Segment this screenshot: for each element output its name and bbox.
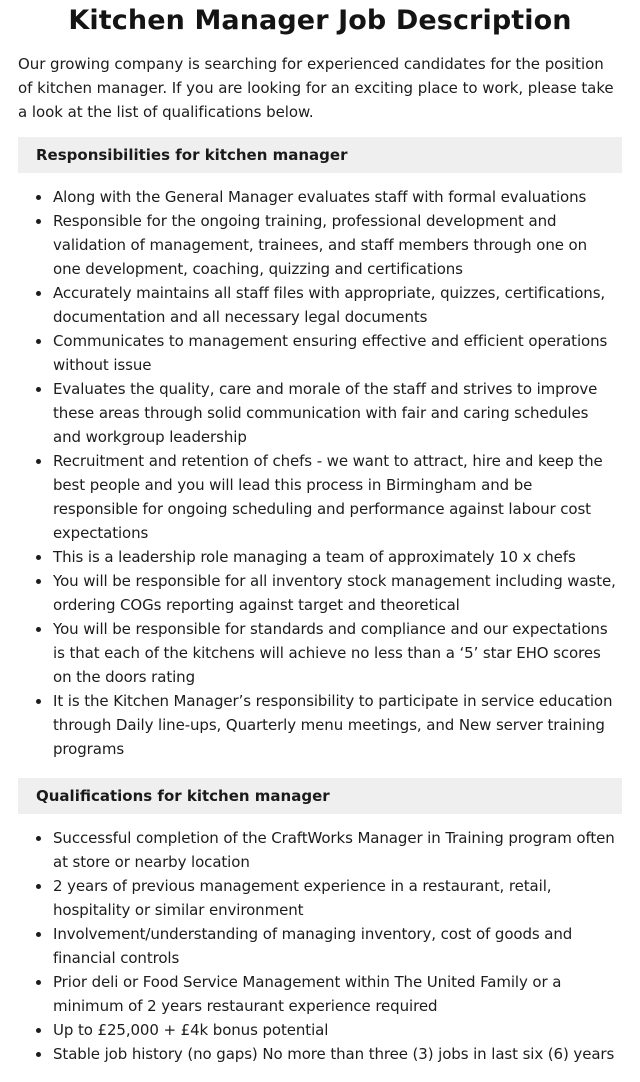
bullet-icon — [36, 195, 41, 200]
list-item — [18, 689, 622, 761]
list-item-text: Evaluates the quality, care and morale of the staff and strives to improve these areas through solid communication with fair and caring schedules and workgroup leadership — [53, 380, 598, 446]
list-item-text: Accurately maintains all staff files with appropriate, quizzes, certifications, documentation and all necessary legal documents — [53, 284, 606, 326]
list-item-text: Responsible for the ongoing training, professional development and validation of management, trainees, and staff members through one on one development, coaching, quizzing and certifications — [53, 212, 588, 278]
bullet-icon — [36, 980, 41, 985]
bullet-icon — [36, 579, 41, 584]
bullet-icon — [36, 555, 41, 560]
list-item — [18, 545, 622, 569]
list-item — [18, 617, 622, 689]
bullet-icon — [36, 699, 41, 704]
list-item-text: You will be responsible for standards and compliance and our expectations is that each of the kitchens will achieve no less than a ‘5’ star EHO scores on the doors rating — [53, 620, 608, 686]
bullet-icon — [36, 1052, 41, 1057]
intro-paragraph: Our growing company is searching for experienced candidates for the position of kitchen manager. If you are looking for an exciting place to work, please take a look at the list of qualifications below. — [18, 55, 614, 121]
responsibilities-heading: Responsibilities for kitchen manager — [18, 137, 622, 173]
list-item — [18, 1018, 622, 1042]
list-item-text: Successful completion of the CraftWorks Manager in Training program often at store or nearby location — [53, 829, 615, 871]
list-item — [18, 377, 622, 449]
bullet-icon — [36, 627, 41, 632]
list-item — [18, 209, 622, 281]
bullet-icon — [36, 387, 41, 392]
bullet-icon — [36, 339, 41, 344]
list-item — [18, 569, 622, 617]
list-item-text: You will be responsible for all inventory stock management including waste, ordering COGs reporting against target and theoretical — [53, 572, 616, 614]
list-item — [18, 449, 622, 545]
bullet-icon — [36, 291, 41, 296]
list-item-text: Involvement/understanding of managing inventory, cost of goods and financial controls — [53, 925, 573, 967]
bullet-icon — [36, 1028, 41, 1033]
list-item — [18, 970, 622, 1018]
list-item — [18, 874, 622, 922]
page-title: Kitchen Manager Job Description — [68, 5, 572, 36]
list-item-text: 2 years of previous management experience in a restaurant, retail, hospitality or similar environment — [53, 877, 552, 919]
bullet-icon — [36, 884, 41, 889]
list-item-text: Along with the General Manager evaluates staff with formal evaluations — [53, 188, 587, 206]
list-item — [18, 281, 622, 329]
bullet-icon — [36, 459, 41, 464]
bullet-icon — [36, 219, 41, 224]
bullet-icon — [36, 932, 41, 937]
responsibilities-list — [18, 185, 622, 761]
list-item — [18, 329, 622, 377]
list-item-text: Up to £25,000 + £4k bonus potential — [53, 1021, 329, 1039]
list-item — [18, 826, 622, 874]
bullet-icon — [36, 836, 41, 841]
list-item — [18, 185, 622, 209]
list-item-text: Stable job history (no gaps) No more than three (3) jobs in last six (6) years — [53, 1045, 615, 1063]
list-item-text: Communicates to management ensuring effective and efficient operations without issue — [53, 332, 608, 374]
list-item — [18, 1042, 622, 1066]
list-item-text: It is the Kitchen Manager’s responsibility to participate in service education through Daily line-ups, Quarterly menu meetings, and New server training programs — [53, 692, 613, 758]
list-item — [18, 922, 622, 970]
qualifications-heading: Qualifications for kitchen manager — [18, 778, 622, 814]
list-item-text: This is a leadership role managing a team of approximately 10 x chefs — [53, 548, 576, 566]
list-item-text: Prior deli or Food Service Management within The United Family or a minimum of 2 years restaurant experience required — [53, 973, 562, 1015]
list-item-text: Recruitment and retention of chefs - we want to attract, hire and keep the best people and you will lead this process in Birmingham and be responsible for ongoing scheduling and performance against labour cost expectations — [53, 452, 603, 542]
qualifications-list — [18, 826, 622, 1066]
